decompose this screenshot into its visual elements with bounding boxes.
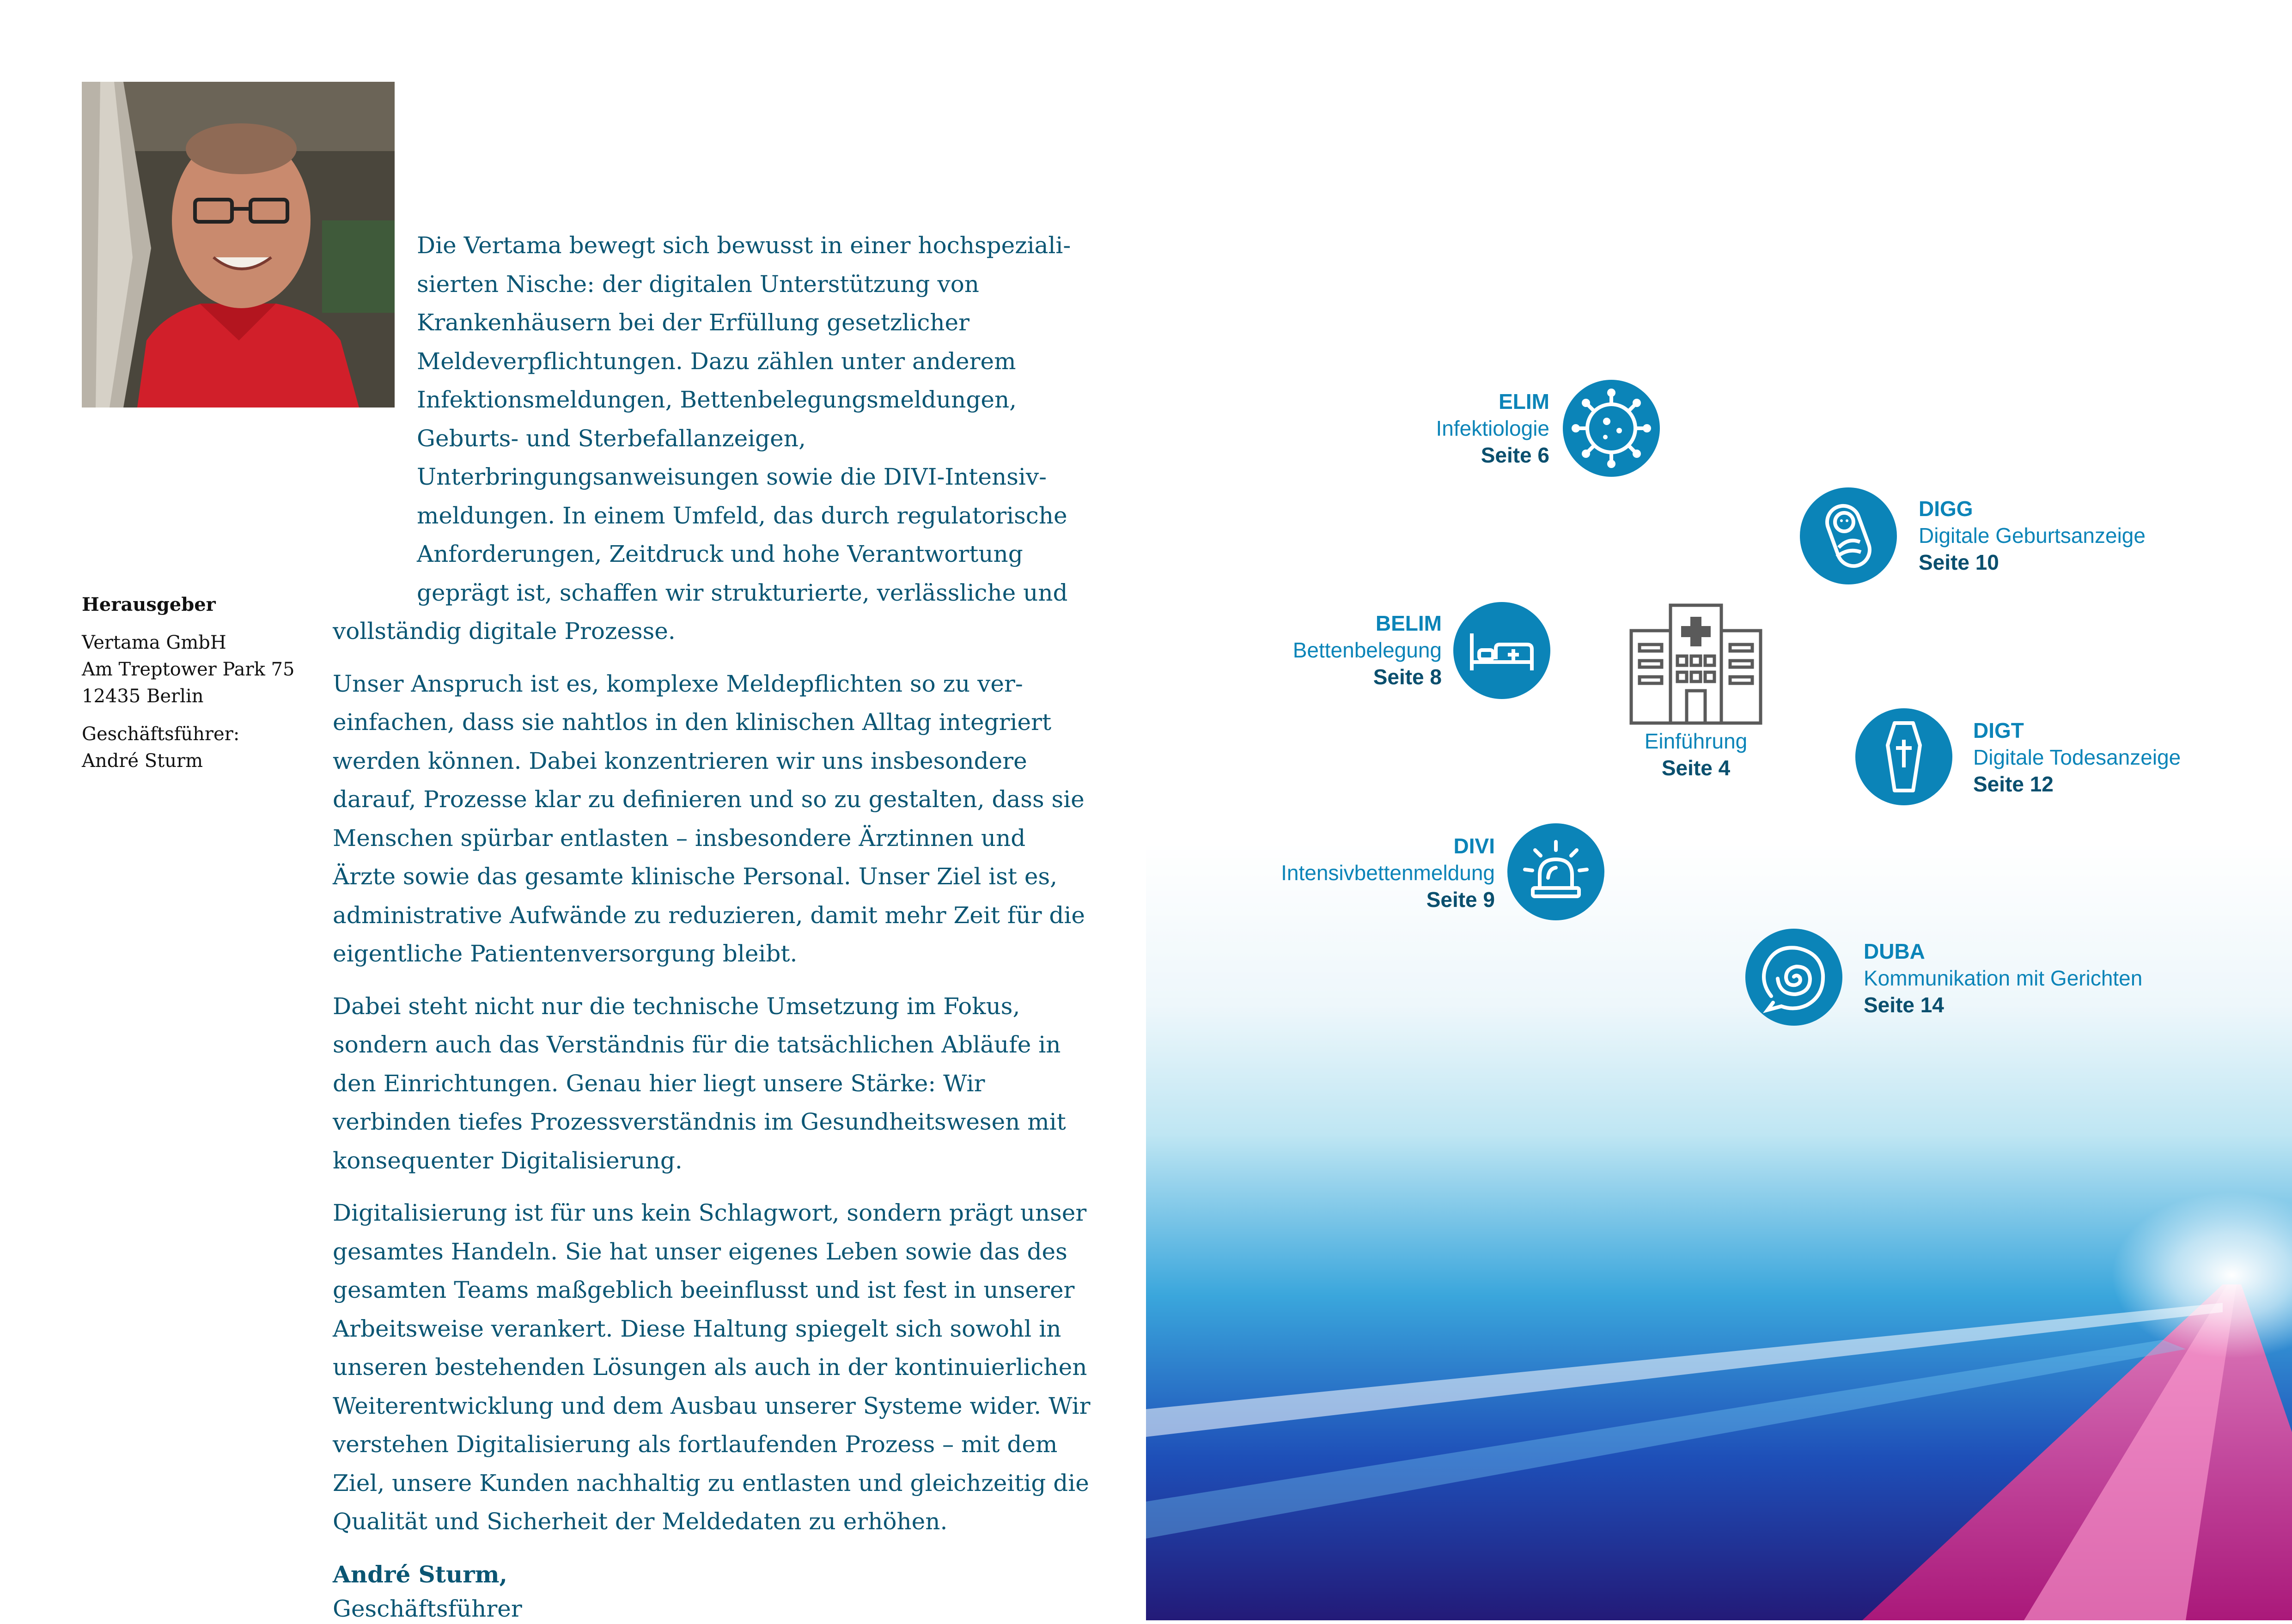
module-page: Seite 8 <box>1373 665 1442 689</box>
center-label: Einführung <box>1644 729 1748 753</box>
module-page: Seite 6 <box>1481 443 1549 467</box>
publisher-street: Am Treptower Park 75 <box>82 659 295 680</box>
module-code: BELIM <box>1375 611 1442 635</box>
virus-icon <box>1563 380 1660 477</box>
siren-icon <box>1507 823 1604 920</box>
bed-icon <box>1453 602 1550 699</box>
intro-paragraph-3: Dabei steht nicht nur die technische Umsetzung im Fokus, sondern auch das Verständnis für die tatsächlichen Abläufe in den Einrichtungen. Genau hier liegt unsere Stärke: Wir verbinden tiefes Prozessverständnis im Gesundheitswesen mit konsequenter Digitalisierung. <box>333 992 1066 1174</box>
module-label: Bettenbelegung <box>1292 638 1442 662</box>
publisher-heading: Herausgeber <box>82 594 216 615</box>
module-code: ELIM <box>1499 389 1549 414</box>
overview-page <box>1146 0 2292 1620</box>
intro-paragraph-4: Digitalisierung ist für uns kein Schlagwort, sondern prägt unser gesamtes Handeln. Sie hat unser eigenes Leben sowie das des gesamten Teams maßgeblich beeinflusst und ist fest in unserer Arbeitsweise verankert. Diese Haltung spiegelt sich sowohl in unseren bestehenden Lösungen als auch in der kontinuierlichen Weiterentwicklung und dem Ausbau unserer Systeme wider. Wir verstehen Digitalisierung als fortlaufenden Prozess – mit dem Ziel, unsere Kunden nachhaltig zu entlasten und gleichzeitig die Qualität und Sicherheit der Meldedaten zu erhöhen. <box>333 1199 1091 1535</box>
module-center-intro[interactable] <box>1627 601 1765 780</box>
coffin-icon <box>1855 708 1952 805</box>
module-code: DUBA <box>1864 939 1925 963</box>
publisher-company: Vertama GmbH <box>82 632 226 653</box>
light-streaks-background <box>1146 0 2292 1620</box>
module-label: Intensivbettenmeldung <box>1281 861 1495 885</box>
baby-icon <box>1800 487 1897 584</box>
publisher-city: 12435 Berlin <box>82 686 204 707</box>
publisher-ceo-name: André Sturm <box>82 750 203 772</box>
module-page: Seite 12 <box>1973 772 2054 796</box>
signature-name: André Sturm, <box>333 1560 507 1588</box>
module-label: Digitale Geburtsanzeige <box>1919 523 2146 547</box>
publisher-imprint <box>82 591 322 785</box>
publisher-ceo-label: Geschäftsführer: <box>82 724 240 745</box>
module-label: Kommunikation mit Gerichten <box>1864 966 2143 990</box>
module-label: Infektiologie <box>1436 416 1549 440</box>
hospital-icon <box>1627 601 1765 725</box>
photo-wrap-spacer <box>333 226 417 582</box>
intro-paragraph-2: Unser Anspruch ist es, komplexe Meldepflichten so zu vereinfachen, dass sie nahtlos in den klinischen Alltag integriert werden können. Dabei konzentrieren wir uns insbesondere darauf, Prozesse klar zu definieren und so zu gestalten, dass sie Menschen spürbar entlasten – insbesondere Ärztinnen und Ärzte sowie das gesamte klinische Personal. Unser Ziel ist es, administrative Aufwände zu reduzieren, damit mehr Zeit für die eigentliche Patientenversorgung bleibt. <box>333 670 1085 967</box>
module-code: DIGG <box>1919 497 1973 521</box>
module-page: Seite 10 <box>1919 550 1999 574</box>
intro-paragraph-1: Die Vertama bewegt sich bewusst in einer hochspezialisierten Nische: der digitalen Unterstützung von Krankenhäusern bei der Erfüllung gesetzlicher Meldeverpflichtungen. Dazu zählen unter anderem Infektionsmeldungen, Bettenbelegungsmeldungen, Geburts- und Sterbefallanzeigen, Unterbringungsanweisungen sowie die DIVI-Intensivmeldungen. In einem Umfeld, das durch regulatorische Anforderungen, Zeitdruck und hohe Verantwortung geprägt ist, schaffen wir strukturierte, verlässliche und vollständig digitale Prozesse. <box>333 232 1071 645</box>
intro-text <box>333 226 1091 1624</box>
module-page: Seite 14 <box>1864 993 1944 1017</box>
module-label: Digitale Todesanzeige <box>1973 745 2181 769</box>
module-code: DIGT <box>1973 718 2024 742</box>
signature-role: Geschäftsführer <box>333 1595 522 1622</box>
module-page: Seite 9 <box>1426 888 1495 912</box>
center-page: Seite 4 <box>1661 756 1731 780</box>
module-code: DIVI <box>1453 834 1495 858</box>
spiral-chat-icon <box>1745 929 1842 1026</box>
